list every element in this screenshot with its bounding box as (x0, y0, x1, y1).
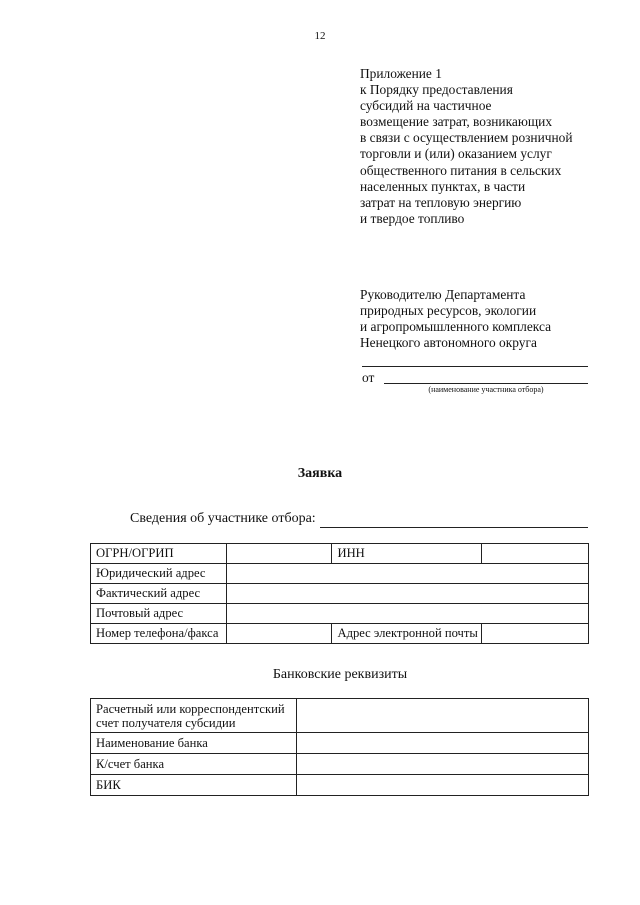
email-value-cell[interactable] (482, 624, 589, 644)
postal-address-label: Почтовый адрес (91, 604, 227, 624)
table-row (91, 733, 589, 754)
participant-fill-line[interactable] (320, 527, 588, 528)
actual-address-label: Фактический адрес (91, 584, 227, 604)
addressee-block (360, 287, 600, 351)
ogrn-label: ОГРН/ОГРИП (91, 544, 227, 564)
ogrn-value-cell[interactable] (226, 544, 332, 564)
table-row (91, 544, 589, 564)
bank-details-table (90, 698, 589, 796)
corr-account-value-cell[interactable] (296, 754, 588, 775)
postal-address-value-cell[interactable] (226, 604, 588, 624)
table-row (91, 754, 589, 775)
inn-label: ИНН (332, 544, 482, 564)
participant-info-label: Сведения об участнике отбора: (130, 511, 316, 526)
appendix-line: населенных пунктах, в части (360, 178, 526, 194)
appendix-line: к Порядку предоставления (360, 82, 513, 98)
from-label: от (362, 370, 375, 385)
table-row (91, 584, 589, 604)
table-row (91, 775, 589, 796)
appendix-line: общественного питания в сельских (360, 162, 562, 178)
corr-account-label: К/счет банка (91, 754, 297, 775)
addressee-line: Руководителю Департамента (360, 287, 526, 302)
appendix-line: в связи с осуществлением розничной (360, 130, 573, 146)
account-value-cell[interactable] (296, 699, 588, 733)
actual-address-value-cell[interactable] (226, 584, 588, 604)
email-label: Адрес электронной почты (332, 624, 482, 644)
addressee-fill-line[interactable] (362, 366, 588, 367)
appendix-line: возмещение затрат, возникающих (360, 114, 553, 130)
appendix-block (360, 66, 600, 227)
addressee-line: природных ресурсов, экологии (360, 303, 537, 319)
phone-value-cell[interactable] (226, 624, 332, 644)
addressee-line: и агропромышленного комплекса (360, 319, 552, 335)
table-row (91, 624, 589, 644)
legal-address-value-cell[interactable] (226, 564, 588, 584)
bik-label: БИК (91, 775, 297, 796)
bank-details-title: Банковские реквизиты (272, 667, 408, 682)
phone-label: Номер телефона/факса (91, 624, 227, 644)
from-fill-line[interactable] (384, 383, 588, 384)
table-row (91, 604, 589, 624)
appendix-line: затрат на тепловую энергию (360, 194, 522, 210)
appendix-line: субсидий на частичное (360, 98, 492, 114)
legal-address-label: Юридический адрес (91, 564, 227, 584)
inn-value-cell[interactable] (482, 544, 589, 564)
page-number: 12 (314, 30, 326, 42)
appendix-line: торговли и (или) оказанием услуг (360, 146, 552, 162)
account-label: Расчетный или корреспондентский счет получателя субсидии (91, 699, 297, 733)
table-row (91, 699, 589, 733)
bank-name-label: Наименование банка (91, 733, 297, 754)
bank-name-value-cell[interactable] (296, 733, 588, 754)
from-caption: (наименование участника отбора) (428, 385, 544, 394)
appendix-line: Приложение 1 (360, 66, 442, 81)
document-title: Заявка (297, 466, 343, 481)
table-row (91, 564, 589, 584)
addressee-line: Ненецкого автономного округа (360, 335, 537, 351)
appendix-line: и твердое топливо (360, 210, 465, 226)
bik-value-cell[interactable] (296, 775, 588, 796)
participant-table (90, 543, 589, 644)
